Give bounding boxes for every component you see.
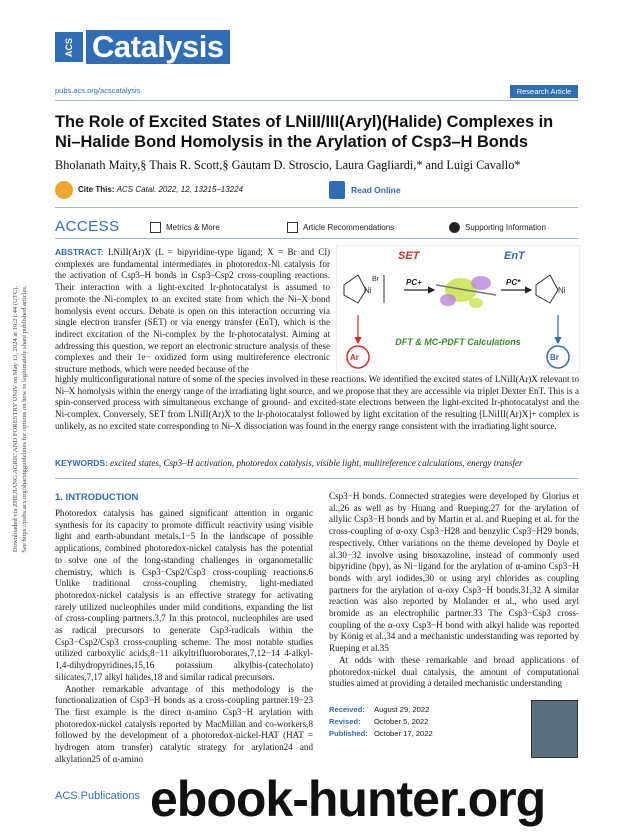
supporting-info-icon[interactable]: [449, 222, 460, 233]
journal-cover-thumbnail[interactable]: [531, 700, 578, 758]
aryl-radical-label: Ar: [350, 353, 359, 362]
cite-text: ACS Catal. 2022, 12, 13215–13224: [116, 185, 244, 194]
header-divider: [55, 100, 578, 101]
publication-dates: [329, 704, 433, 740]
bromine-radical-label: Br: [550, 353, 559, 362]
journal-url-link[interactable]: pubs.acs.org/acscatalysis: [55, 86, 141, 95]
abstract-label: ABSTRACT:: [55, 247, 104, 257]
intro-heading: 1. INTRODUCTION: [55, 492, 139, 503]
date-received: Received: August 29, 2022: [329, 705, 430, 714]
recommendations-link[interactable]: Article Recommendations: [303, 223, 395, 232]
right-column: [329, 491, 579, 690]
svg-text:Br: Br: [372, 276, 379, 283]
watermark: ebook-hunter.org: [150, 771, 546, 827]
abstract-left: [55, 247, 330, 376]
intro-paragraph-2: Another remarkable advantage of this methodology is the functionalization of Csp3−H bonds as a cross-coupling partner.19−23 The first example is the direct α-amino Csp3−H arylation with photoredox-nickel catalysis reported by MacMillan and co-workers,8 followed by the development of a photoredox-nickel-HAT (HAT = hydrogen atom transfer) catalytic strategy for arylation24 and alkylation25 of α-amino: [55, 683, 313, 764]
metrics-link[interactable]: Metrics & More: [166, 223, 220, 232]
intro-paragraph-1: Photoredox catalysis has gained significant attention in organic synthesis for its capacity to promote difficult reactivity using visible light and earth-abundant metals.1−5 In the landscape of possible applications, combined photoredox-nickel catalysis has the potential to solve one of the long-standing challenges in organometallic chemistry, which is Csp3−Csp2/Csp3 cross-coupling reactions.6 Unlike traditional cross-coupling chemistry, light-mediated photoredox-nickel catalysis is an effective strategy for activating rarely utilized nucleophiles under mild conditions, expanding the list of cross-coupling partners.3,7 In this protocol, nucleophiles are used as radical precursors to generate Csp3-radicals within the Csp3−Csp2/Csp3 cross-coupling scheme. The most notable studies utilized carboxylic acids,8−11 alkyltrifluoroborates,7,12−14 4-alkyl-1,4-dihydropyridines,15,16 potassium alkylbis-(catecholato) silicates,7,17 alkyl halides,18 and similar radical precursors.: [55, 508, 313, 682]
intro-paragraph-3: Csp3−H bonds. Connected strategies were developed by Glorius et al.,26 as well as by Huang and Rueping,27 for the arylation of allylic Csp3−H bonds and by Martin et al. and Rueping et al. for the cross-coupling of α-oxy Csp3−H28 and benzylic Csp3−H29 bonds, respectively. Other variations on the theme developed by Doyle et al.30−32 involve using bisoxazoline, instead of commonly used bipyridine (bpy), as Ni−ligand for the arylation of α-amino Csp3−H bonds with aryl iodides,30 or using aryl chlorides as coupling partners for the arylation of α-oxy Csp3−H bonds.31,32 A similar reaction was also reported by Molander et al., who used aryl bromide as an electrophilic partner.33 The Csp3−Csp3 cross-coupling of the α-oxy Csp3−H bond with alkyl halide was reported by König et al.,34 and a mechanistic understanding was reported by Rueping et al.35: [329, 491, 579, 654]
svg-text:Ni: Ni: [364, 286, 372, 295]
download-notice: Downloaded via ZHEJIANG AGRIC AND FORESTRY UNIV on May 13, 2024 at 10:21:44 (UTC). See https://pubs.acs.org/sharingguidelines for options on how to legitimately share published articles.: [12, 285, 28, 553]
pc-left-label: PC+: [406, 278, 422, 287]
article-title: The Role of Excited States of LNiII/III(Aryl)(Halide) Complexes in Ni–Halide Bond Homolysis in the Arylation of Csp3–H Bonds: [55, 113, 554, 151]
toc-caption: DFT & MC-PDFT Calculations: [395, 337, 521, 347]
date-revised: Revised: October 5, 2022: [329, 717, 429, 726]
cite-icon[interactable]: [55, 181, 73, 199]
cite-divider: [55, 207, 578, 208]
journal-logo: Catalysis: [86, 30, 230, 64]
svg-text:Ni: Ni: [558, 286, 566, 295]
abstract-continued: highly multiconfigurational nature of some of the species involved in these reactions. We identified the excited states of LNiII(Ar)X relevant to Ni–X homolysis within the energy range of the irradiating light source, and we propose that they are accessible via triplet Dexter EnT. This is a spin-conserved process with simultaneous exchange of ground- and excited-state electrons between the light-excited Ir-photocatalyst and the Ni-complex. Conversely, SET from LNiII(Ar)X to the Ir-photocatalyst followed by light excitation of the resulting [LNiIII(Ar)X]+ complex is unlikely, as no excited state corresponding to Ni–X dissociation was found in the energy range consistent with the irradiating light source.: [55, 374, 579, 431]
author-list: Bholanath Maity,§ Thais R. Scott,§ Gautam D. Stroscio, Laura Gagliardi,* and Luigi Cavallo*: [55, 158, 521, 172]
recommendations-icon[interactable]: [287, 222, 298, 233]
toc-frame: [336, 245, 580, 373]
pc-right-label: PC*: [506, 278, 521, 287]
ent-label: EnT: [504, 250, 525, 262]
acs-logo-mark: ACS: [55, 32, 83, 62]
abstract-divider: [55, 478, 578, 479]
keywords-label: KEYWORDS:: [55, 458, 108, 468]
set-label: SET: [398, 250, 420, 262]
cite-label: Cite This:: [78, 185, 115, 194]
keywords: [55, 458, 579, 470]
read-online-icon[interactable]: [329, 181, 345, 199]
left-column: [55, 508, 313, 765]
access-divider: [55, 238, 578, 239]
read-online-link[interactable]: Read Online: [351, 185, 401, 195]
intro-paragraph-4: At odds with these remarkable and broad applications of photoredox-nickel dual catalysis, the amount of computational studies aimed at providing a detailed mechanistic understanding: [329, 654, 579, 689]
access-label: ACCESS: [55, 218, 120, 235]
acs-publications-logo: ACS Publications: [55, 790, 140, 802]
date-published: Published: October 17, 2022: [329, 729, 433, 738]
abstract-text-left: LNiII(Ar)X (L = bipyridine-type ligand; X = Br and Cl) complexes are fundamental intermediates in photoredox-Ni catalysis for the activation of Csp3–H bonds in Csp3–Csp2 cross-coupling reactions. Their interaction with a light-excited Ir-photocatalyst is assumed to promote the Ni-complex to an excited state from which the Ni–X bond homolysis event occurs. Debate is open on this interaction occurring via single electron transfer (SET) or via energy transfer (EnT), which is the indirect excitation of the Ni-complex by the Ir-photocatalyst. Aiming at addressing this question, we report an electronic structure analysis of these complexes and their 1e− oxidized form using multireference electronic structure methods, which were needed because of the: [55, 247, 330, 375]
metrics-icon[interactable]: [150, 222, 161, 233]
toc-graphic: [336, 245, 580, 373]
keywords-text: excited states, Csp3–H activation, photoredox catalysis, visible light, multireference calculations, energy transfer: [110, 458, 523, 468]
citation: [78, 185, 243, 194]
article-type-badge: Research Article: [510, 85, 578, 98]
supporting-info-link[interactable]: Supporting Information: [465, 223, 546, 232]
